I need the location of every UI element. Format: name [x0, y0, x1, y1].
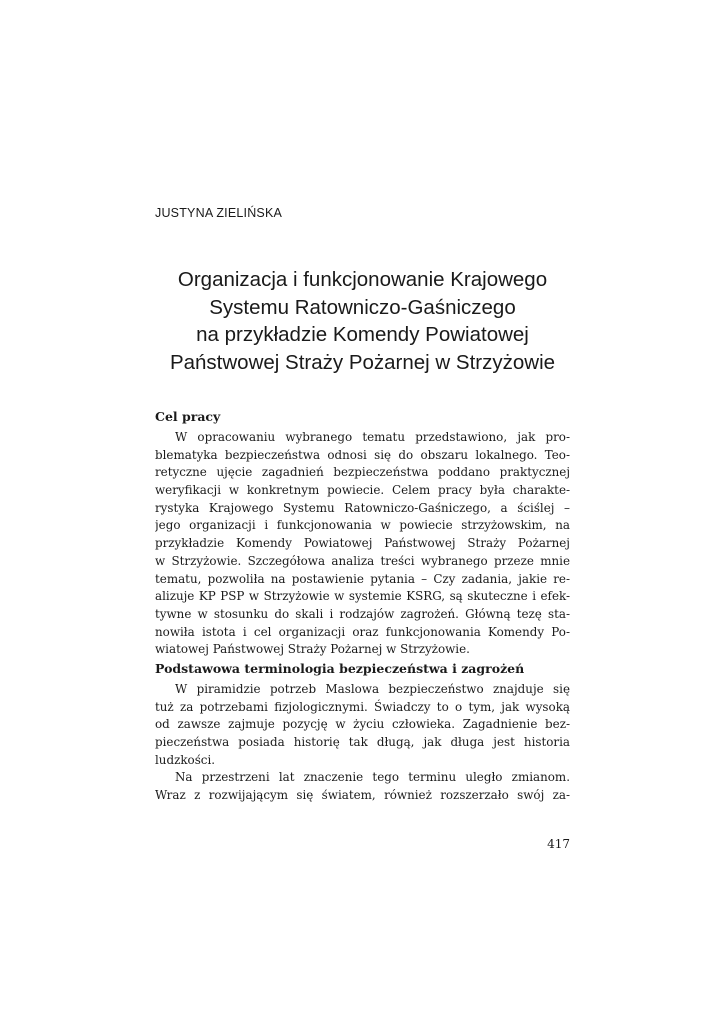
- text-line: W opracowaniu wybranego tematu przedstawiono, jak pro-: [175, 430, 570, 444]
- text-line: blematyka bezpieczeństwa odnosi się do obszaru lokalnego. Teo-: [155, 447, 570, 462]
- text-line: nowiła istota i cel organizacji oraz funkcjonowania Komendy Po-: [155, 624, 570, 639]
- title-line: Organizacja i funkcjonowanie Krajowego: [177, 268, 548, 291]
- paragraph: [155, 429, 570, 659]
- title-line: na przykładzie Komendy Powiatowej: [196, 323, 529, 346]
- section-heading-cel-pracy: Cel pracy: [155, 409, 221, 424]
- text-line: w Strzyżowie. Szczegółowa analiza treści wybranego przeze mnie: [155, 553, 570, 568]
- text-line: od zawsze zajmuje pozycję w życiu człowieka. Zagadnienie bez-: [155, 717, 570, 732]
- text-line: wiatowej Państwowej Straży Pożarnej w Strzyżowie.: [155, 642, 470, 657]
- text-line: tematu, pozwoliła na postawienie pytania – Czy zadania, jakie re-: [155, 571, 570, 586]
- title-line: Systemu Ratowniczo-Gaśniczego: [209, 295, 516, 319]
- text-line: rystyka Krajowego Systemu Ratowniczo-Gaśniczego, a ściślej –: [155, 500, 570, 515]
- text-line: jego organizacji i funkcjonowania w powiecie strzyżowskim, na: [155, 518, 570, 533]
- text-line: alizuje KP PSP w Strzyżowie w systemie KSRG, są skuteczne i efek-: [155, 589, 570, 604]
- text-line: weryfikacji w konkretnym powiecie. Celem pracy była charakte-: [155, 483, 570, 498]
- text-line: przykładzie Komendy Powiatowej Państwowej Straży Pożarnej: [155, 536, 570, 551]
- text-line: tuż za potrzebami fizjologicznymi. Świadczy to o tym, jak wysoką: [155, 699, 570, 714]
- author-name: JUSTYNA ZIELIŃSKA: [155, 206, 283, 220]
- text-line: Wraz z rozwijającym się światem, również rozszerzało swój za-: [155, 788, 570, 803]
- paper-title: [155, 266, 570, 376]
- section-heading-terminologia: Podstawowa terminologia bezpieczeństwa i zagrożeń: [155, 660, 525, 676]
- text-line: Na przestrzeni lat znaczenie tego terminu uległo zmianom.: [175, 770, 570, 785]
- page-number: 417: [547, 837, 570, 851]
- title-line: Państwowej Straży Pożarnej w Strzyżowie: [169, 350, 556, 374]
- text-line: retyczne ujęcie zagadnień bezpieczeństwa poddano praktycznej: [155, 465, 570, 480]
- text-line: W piramidzie potrzeb Maslowa bezpieczeństwo znajduje się: [175, 681, 570, 696]
- text-line: ludzkości.: [155, 752, 216, 767]
- paragraph: [155, 681, 570, 769]
- text-line: tywne w stosunku do skali i rodzajów zagrożeń. Główną tezę sta-: [155, 606, 570, 621]
- article-body: [155, 407, 570, 805]
- text-line: pieczeństwa posiada historię tak długą, jak długa jest historia: [155, 735, 570, 749]
- paragraph: [155, 769, 570, 804]
